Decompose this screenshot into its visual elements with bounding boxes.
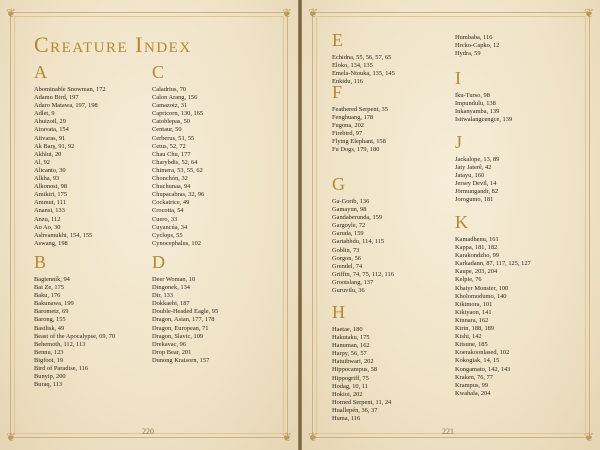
index-entry: Chau Chu, 177 bbox=[152, 150, 191, 158]
entry-list bbox=[332, 326, 395, 423]
section-letter: D bbox=[152, 252, 165, 272]
index-entry: Beast of the Apocalypse, 69, 70 bbox=[34, 332, 116, 340]
index-column bbox=[455, 34, 531, 398]
index-entry: Ahuizotl, 29 bbox=[34, 118, 66, 126]
entry-list bbox=[332, 106, 395, 155]
index-entry: Jaty Jaterê, 42 bbox=[455, 164, 492, 172]
index-entry: Bigfoot, 19 bbox=[34, 356, 64, 364]
entry-list bbox=[455, 92, 531, 124]
index-entry: Kirin, 188, 189 bbox=[455, 325, 495, 333]
index-entry: Huma, 116 bbox=[332, 415, 361, 423]
index-entry: Hippocampus, 58 bbox=[332, 366, 378, 374]
index-entry: Bakunawa, 199 bbox=[34, 300, 74, 308]
section-letter: H bbox=[332, 302, 345, 322]
index-entry: Bai Ze, 175 bbox=[34, 284, 64, 292]
index-entry: Caladrius, 70 bbox=[152, 86, 187, 93]
index-entry: Kraken, 76, 77 bbox=[455, 373, 493, 381]
index-entry: Echidna, 55, 56, 57, 65 bbox=[332, 54, 392, 61]
section-letter: C bbox=[152, 62, 165, 82]
page-number: 221 bbox=[442, 427, 454, 436]
index-entry: Flying Elephant, 158 bbox=[332, 138, 386, 146]
index-entry: Hakutaku, 175 bbox=[332, 334, 370, 342]
index-entry: Dingonek, 134 bbox=[152, 284, 190, 292]
ornament-icon: ❦ bbox=[281, 430, 293, 444]
entry-list bbox=[455, 236, 531, 398]
index-entry: Bunyip, 200 bbox=[34, 373, 66, 381]
index-section bbox=[332, 174, 395, 302]
index-entry: Horned Serpent, 11, 24 bbox=[332, 398, 392, 406]
index-entry: Al, 92 bbox=[34, 158, 50, 166]
index-entry: Adlet, 9 bbox=[34, 110, 55, 118]
index-entry: Gorgon, 56 bbox=[332, 254, 361, 262]
index-entry: Drop Bear, 201 bbox=[152, 348, 192, 356]
section-letter: B bbox=[34, 252, 47, 272]
index-entry: Dragon, Slavic, 109 bbox=[152, 332, 204, 340]
index-entry: Catoblepas, 50 bbox=[152, 118, 190, 126]
index-section bbox=[34, 252, 115, 389]
left-page bbox=[0, 0, 298, 450]
index-entry: Chuchunaa, 94 bbox=[152, 183, 191, 191]
index-entry: Bird of Paradise, 116 bbox=[34, 365, 89, 373]
index-entry: Jörmungandr, 82 bbox=[455, 188, 499, 196]
index-entry: Basilisk, 49 bbox=[34, 324, 65, 332]
index-entry: Kaupe, 203, 204 bbox=[455, 268, 498, 276]
index-entry: Inkanyamba, 139 bbox=[455, 108, 500, 116]
index-entry: Ak Barş, 91, 92 bbox=[34, 142, 75, 150]
entry-list bbox=[332, 198, 395, 295]
index-entry: Eloko, 134, 135 bbox=[332, 62, 373, 70]
index-entry: Chupacabras, 32, 96 bbox=[152, 191, 205, 199]
index-entry: Cuero, 33 bbox=[152, 215, 178, 223]
ornament-icon: ❦ bbox=[307, 6, 319, 20]
index-entry: Jersey Devil, 14 bbox=[455, 180, 497, 188]
index-entry: Dragon, European, 71 bbox=[152, 324, 209, 332]
page-title: Creature Index bbox=[34, 32, 192, 57]
index-entry: Alicanto, 30 bbox=[34, 166, 66, 174]
index-entry: Fu Dogs, 179, 180 bbox=[332, 146, 380, 154]
index-entry: Fugona, 202 bbox=[332, 122, 364, 130]
entry-list bbox=[152, 276, 218, 365]
index-section bbox=[455, 34, 531, 68]
index-entry: Calon Arang, 156 bbox=[152, 94, 198, 102]
index-entry: Gamayun, 98 bbox=[332, 206, 367, 214]
ornament-icon: ❦ bbox=[5, 430, 17, 444]
ornament-icon: ❦ bbox=[281, 6, 293, 20]
index-entry: Emela-Ntouka, 135, 145 bbox=[332, 70, 395, 78]
index-entry: Isitwalangcengce, 139 bbox=[455, 116, 513, 124]
index-entry: Airavata, 154 bbox=[34, 126, 69, 134]
ornament-icon: ❦ bbox=[307, 430, 319, 444]
index-entry: Deer Woman, 10 bbox=[152, 276, 196, 283]
index-entry: Abominable Snowman, 172 bbox=[34, 86, 106, 93]
index-entry: Kishi, 142 bbox=[455, 333, 482, 341]
index-entry: Guruvilu, 36 bbox=[332, 287, 365, 295]
index-entry: Camazotz, 31 bbox=[152, 102, 188, 110]
index-entry: Bennu, 123 bbox=[34, 348, 64, 356]
index-entry: Fenghuang, 178 bbox=[332, 114, 374, 122]
index-entry: Alkha, 93 bbox=[34, 175, 60, 183]
index-entry: Aitvaras, 91 bbox=[34, 134, 66, 142]
index-entry: Goblin, 73 bbox=[332, 246, 360, 254]
index-entry: Crocotta, 54 bbox=[152, 207, 184, 215]
ornament-icon: ❦ bbox=[5, 6, 17, 20]
index-entry: Behemoth, 112, 113 bbox=[34, 340, 86, 348]
section-letter: I bbox=[455, 68, 461, 88]
entry-list bbox=[34, 276, 115, 389]
index-entry: Kitsune, 185 bbox=[455, 341, 488, 349]
index-entry: Chonchón, 32 bbox=[152, 175, 188, 183]
section-letter: F bbox=[332, 82, 343, 102]
index-entry: Bagienník, 94 bbox=[34, 276, 70, 283]
index-section bbox=[34, 62, 115, 252]
entry-list bbox=[455, 156, 531, 205]
index-entry: Adamu Bird, 197 bbox=[34, 94, 79, 102]
index-entry: Kelpie, 76 bbox=[455, 276, 482, 284]
index-entry: Feathered Serpent, 35 bbox=[332, 106, 388, 113]
index-entry: Adaro Matawa, 197, 198 bbox=[34, 102, 98, 110]
index-column bbox=[152, 62, 218, 365]
index-entry: Centaur, 50 bbox=[152, 126, 182, 134]
index-section bbox=[332, 302, 395, 423]
index-entry: Double-Headed Eagle, 95 bbox=[152, 308, 219, 316]
index-entry: Drekavac, 96 bbox=[152, 340, 187, 348]
index-entry: Kwahala, 204 bbox=[455, 389, 491, 397]
index-entry: Ga-Gorib, 136 bbox=[332, 198, 370, 205]
ornament-icon: ❦ bbox=[583, 430, 595, 444]
index-entry: Griffin, 74, 75, 112, 116 bbox=[332, 270, 394, 278]
index-entry: Grootslang, 137 bbox=[332, 278, 374, 286]
entry-list bbox=[34, 86, 115, 248]
index-entry: Cockatrice, 49 bbox=[152, 199, 190, 207]
index-entry: Haetae, 180 bbox=[332, 326, 363, 333]
index-entry: Alkonost, 98 bbox=[34, 183, 68, 191]
index-entry: Kholomodumo, 140 bbox=[455, 292, 507, 300]
index-entry: Gartabhdu, 114, 115 bbox=[332, 238, 385, 246]
index-entry: Harpy, 56, 57 bbox=[332, 350, 367, 358]
entry-list bbox=[455, 34, 531, 58]
ornament-icon: ❦ bbox=[583, 6, 595, 20]
index-section bbox=[455, 68, 531, 132]
section-letter: E bbox=[332, 30, 343, 50]
index-entry: Amikiri, 175 bbox=[34, 191, 68, 199]
index-entry: Jackalope, 13, 89 bbox=[455, 156, 500, 163]
index-entry: Barong, 155 bbox=[34, 316, 66, 324]
index-entry: Gargoyle, 72 bbox=[332, 222, 366, 230]
index-entry: Kikiyaon, 141 bbox=[455, 308, 492, 316]
index-entry: Hrcko-Capko, 12 bbox=[455, 42, 500, 50]
index-entry: Dragon, Asian, 177, 178 bbox=[152, 316, 215, 324]
index-entry: Ashvamukhi, 154, 155 bbox=[34, 231, 93, 239]
index-entry: Charybdis, 52, 64 bbox=[152, 158, 198, 166]
index-entry: Jorogumo, 181 bbox=[455, 196, 494, 204]
index-entry: Cetus, 52, 72 bbox=[152, 142, 186, 150]
index-entry: Hokioi, 202 bbox=[332, 390, 363, 398]
index-entry: Grendel, 74 bbox=[332, 262, 363, 270]
index-entry: Kikimora, 101 bbox=[455, 300, 493, 308]
index-column bbox=[332, 30, 395, 423]
right-page bbox=[302, 0, 600, 450]
section-letter: A bbox=[34, 62, 47, 82]
index-entry: Ao Ao, 30 bbox=[34, 223, 61, 231]
page-number: 220 bbox=[142, 427, 154, 436]
index-entry: Dunong Kraisorn, 157 bbox=[152, 356, 210, 364]
section-letter: J bbox=[455, 132, 463, 152]
index-entry: Dokkaebi, 187 bbox=[152, 300, 190, 308]
index-entry: Chimera, 53, 55, 62 bbox=[152, 166, 203, 174]
index-entry: Karakondzho, 99 bbox=[455, 252, 500, 260]
index-entry: Hodag, 10, 11 bbox=[332, 382, 368, 390]
index-entry: Jatayu, 160 bbox=[455, 172, 485, 180]
index-entry: Cyclops, 55 bbox=[152, 231, 183, 239]
index-entry: Baku, 176 bbox=[34, 292, 61, 300]
index-entry: Cerberus, 51, 55 bbox=[152, 134, 195, 142]
index-entry: Humbaba, 116 bbox=[455, 34, 493, 41]
index-section bbox=[332, 30, 395, 86]
index-entry: Aswang, 198 bbox=[34, 239, 68, 247]
index-entry: Kongamato, 142, 143 bbox=[455, 365, 511, 373]
index-entry: Kinnara, 162 bbox=[455, 316, 489, 324]
index-entry: Barometz, 69 bbox=[34, 308, 69, 316]
index-entry: Garuda, 159 bbox=[332, 230, 364, 238]
index-section bbox=[152, 252, 218, 365]
index-entry: Huallepén, 36, 37 bbox=[332, 406, 378, 414]
index-entry: Hatuibwari, 202 bbox=[332, 358, 374, 366]
index-section bbox=[455, 212, 531, 398]
index-entry: Hanuman, 162 bbox=[332, 342, 370, 350]
index-section bbox=[152, 62, 218, 252]
index-entry: Koerakoonlased, 102 bbox=[455, 349, 510, 357]
index-entry: Khaiyr Monster, 100 bbox=[455, 284, 509, 292]
index-entry: Krampus, 99 bbox=[455, 381, 489, 389]
index-entry: Ammut, 111 bbox=[34, 199, 66, 207]
index-section bbox=[332, 82, 395, 174]
index-entry: Cynocephalus, 102 bbox=[152, 239, 201, 247]
entry-list bbox=[152, 86, 218, 248]
index-entry: Impundulu, 138 bbox=[455, 100, 496, 108]
index-entry: Enkidu, 116 bbox=[332, 78, 364, 86]
index-entry: Buraq, 113 bbox=[34, 381, 63, 389]
section-letter: K bbox=[455, 212, 468, 232]
index-entry: Kappa, 181, 182 bbox=[455, 244, 498, 252]
index-entry: Anansi, 133 bbox=[34, 207, 65, 215]
index-entry: Iku-Turso, 98 bbox=[455, 92, 490, 99]
index-entry: Kokogiak, 14, 15 bbox=[455, 357, 500, 365]
index-entry: Dir, 133 bbox=[152, 292, 174, 300]
index-section bbox=[455, 132, 531, 212]
index-entry: Firebird, 97 bbox=[332, 130, 363, 138]
index-entry: Karkadann, 87, 117, 125, 127 bbox=[455, 260, 531, 268]
section-letter: G bbox=[332, 174, 345, 194]
index-entry: Anzu, 112 bbox=[34, 215, 61, 223]
index-entry: Hippogriff, 75 bbox=[332, 374, 369, 382]
index-entry: Gandaberunda, 159 bbox=[332, 214, 383, 222]
index-entry: Kamadhenu, 161 bbox=[455, 236, 499, 243]
index-entry: Hydra, 59 bbox=[455, 50, 481, 58]
index-column bbox=[34, 62, 115, 389]
index-entry: Capricorn, 130, 165 bbox=[152, 110, 204, 118]
index-entry: Cuyancúa, 34 bbox=[152, 223, 188, 231]
index-entry: Akhlut, 20 bbox=[34, 150, 62, 158]
